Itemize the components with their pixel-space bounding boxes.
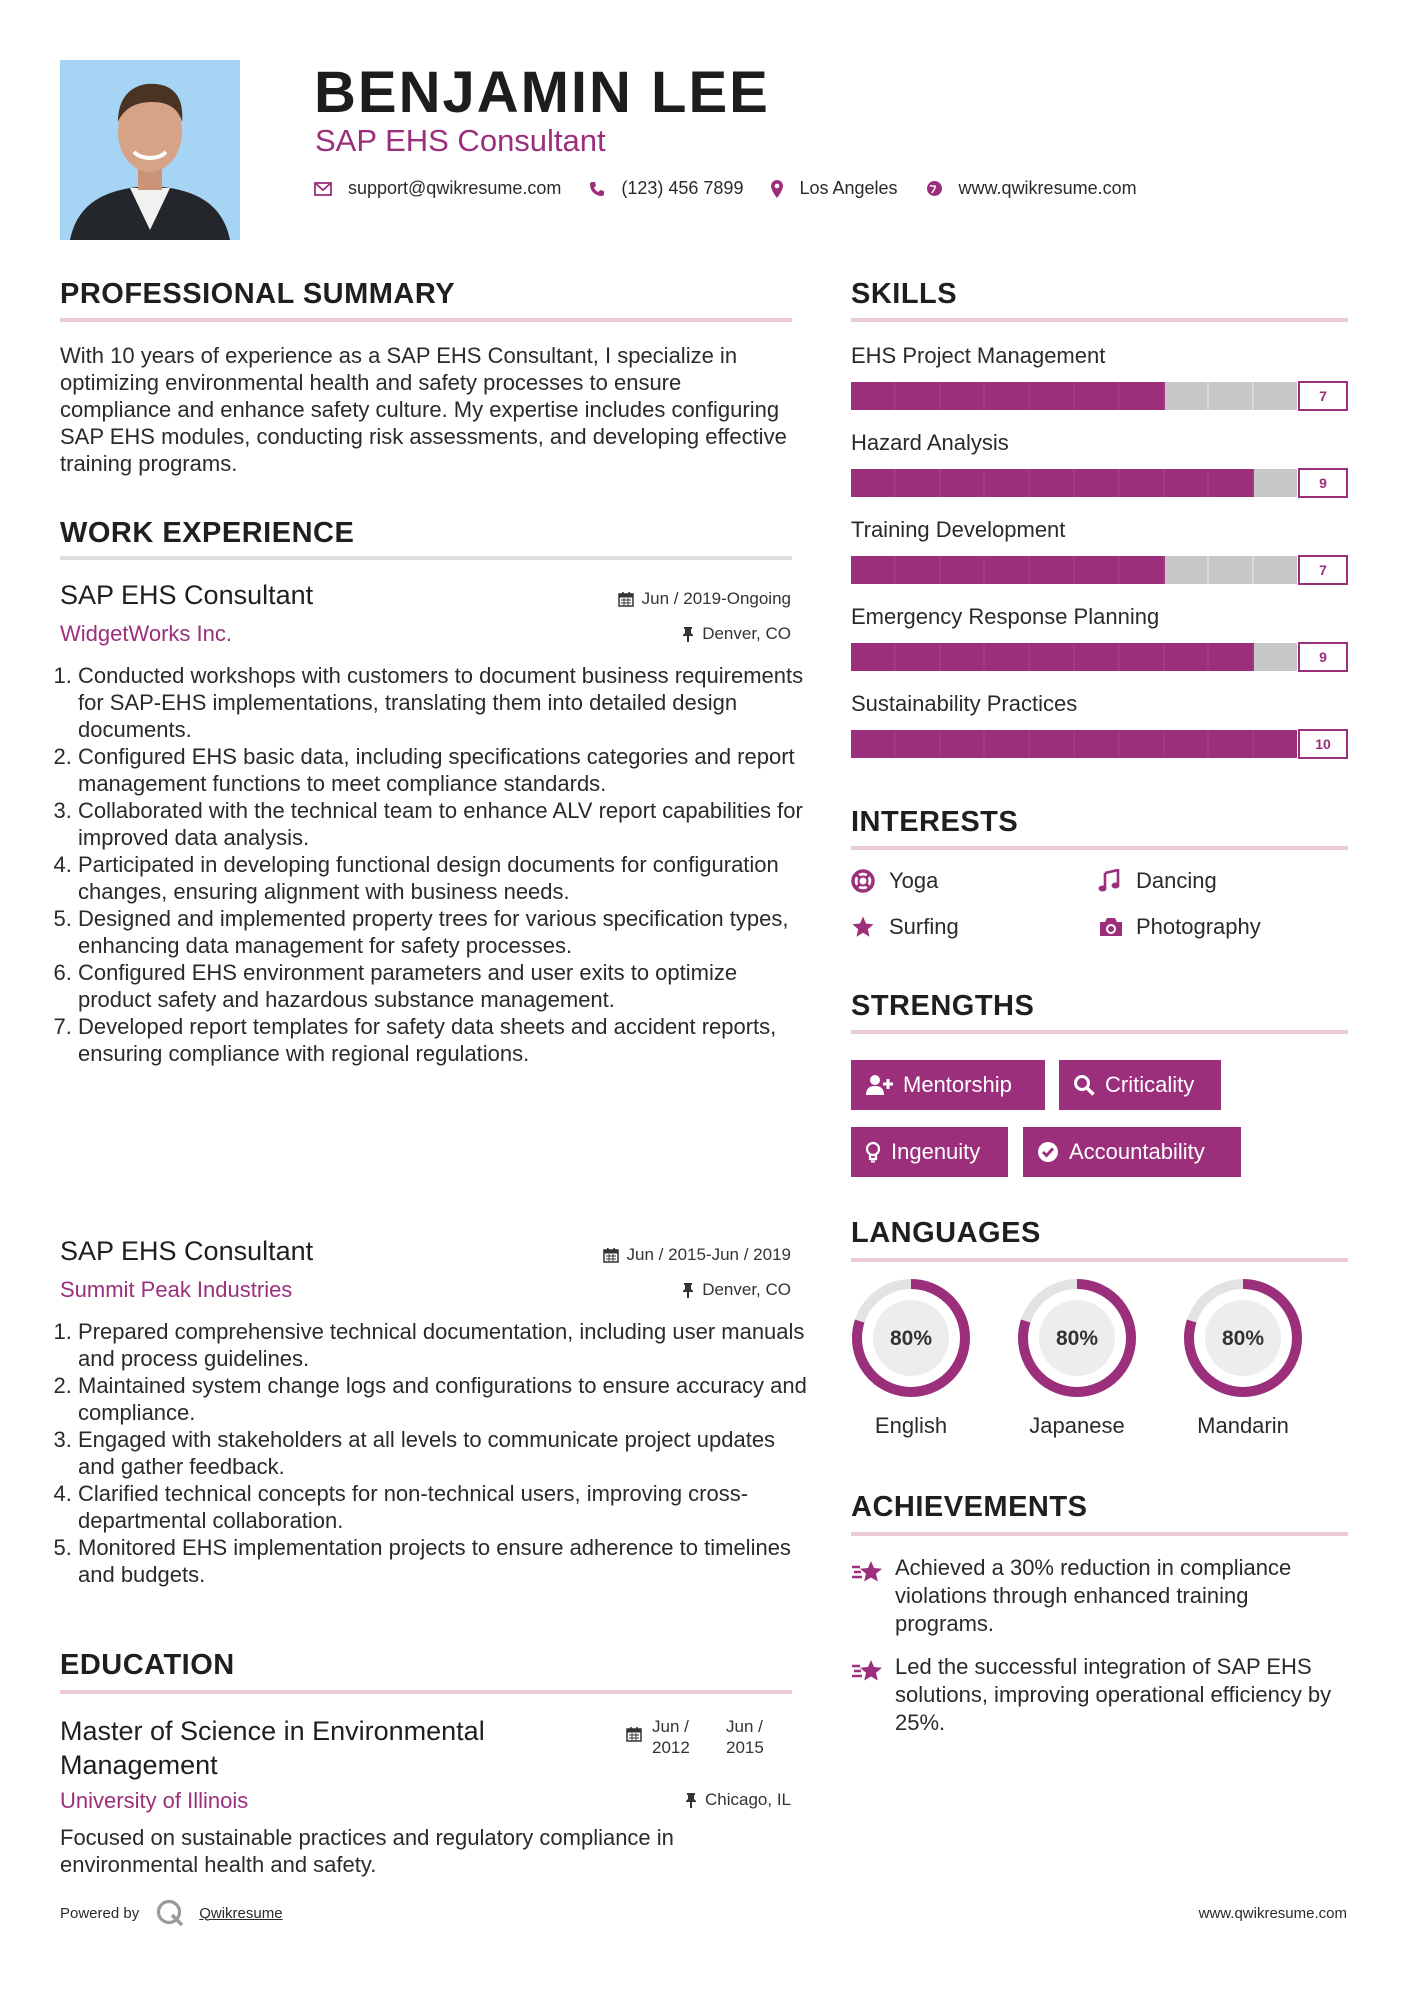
qwikresume-logo-icon [155,1898,185,1928]
list-item: 6. Configured EHS environment parameters and user exits to optimize product safety and hazardous substance management. [78,959,808,1013]
skill-score: 9 [1298,468,1348,498]
summary-heading: PROFESSIONAL SUMMARY [60,278,456,310]
strength-badge [1059,1060,1221,1110]
contact-location [771,178,897,199]
languages-heading: LANGUAGES [851,1217,1041,1249]
skill-segment [1209,469,1254,497]
list-item: 1. Conducted workshops with customers to document business requirements for SAP-EHS implementations, translating them into detailed design documents. [78,662,808,743]
languages-divider [851,1258,1348,1262]
skill-segment [941,730,986,758]
skill-segment [1254,730,1297,758]
contact-email-text: support@qwikresume.com [348,178,562,198]
skill-bar [851,556,1297,584]
language-progress-ring [1016,1277,1138,1399]
interest-surfing [851,914,959,940]
skill-segment [1165,643,1210,671]
strength-label: Criticality [1105,1072,1195,1097]
skill-segment [1254,643,1297,671]
skill-segment [1209,643,1254,671]
list-item: 5. Designed and implemented property trees for various specification types, enhancing data management for safety processes. [78,905,808,959]
job-company: WidgetWorks Inc. [60,621,232,646]
skill-segment [941,643,986,671]
job-dates [603,1244,791,1266]
school-name: University of Illinois [60,1788,249,1813]
footer-website-link[interactable]: www.qwikresume.com [1198,1905,1347,1922]
education-location [685,1789,791,1811]
skill-segment [1030,730,1075,758]
summary-text: With 10 years of experience as a SAP EHS Consultant, I specialize in optimizing environmental health and safety processes to ensure compliance and enhance safety culture. My expertise includes configuring SAP EHS modules, conducting risk assessments, and developing effective training programs. [60,343,787,476]
skill-segment [1075,556,1120,584]
skill-score: 9 [1298,642,1348,672]
strength-label: Ingenuity [891,1139,981,1164]
skill-segment [851,382,896,410]
skill-segment [1165,382,1210,410]
pushpin-icon [682,1282,694,1298]
skill-bar [851,382,1297,410]
interest-photography [1098,914,1261,940]
user-plus-icon [865,1074,893,1096]
envelope-icon [314,182,332,196]
skill-segment [941,382,986,410]
contact-phone-text: (123) 456 7899 [621,178,744,198]
summary-divider [60,318,792,322]
language-name: English [874,1413,948,1438]
skill-segment [985,469,1030,497]
star-icon [851,915,879,939]
education-end: Jun / 2015 [726,1717,764,1757]
education-heading: EDUCATION [60,1649,235,1681]
contact-phone[interactable] [589,178,743,199]
language-progress-ring [850,1277,972,1399]
interest-label: Photography [1136,914,1261,939]
skill-bar [851,643,1297,671]
skills-heading: SKILLS [851,278,958,310]
contact-website-text: www.qwikresume.com [958,178,1137,198]
achievement-text: Achieved a 30% reduction in compliance violations through enhanced training programs. [895,1555,1292,1636]
job-location-text: Denver, CO [702,624,791,643]
language-percent: 80% [889,1327,933,1350]
job-bullets [60,1318,808,1588]
job-title: SAP EHS Consultant [60,580,314,610]
skill-segment [851,469,896,497]
experience-heading: WORK EXPERIENCE [60,517,355,549]
job-dates-text: Jun / 2019-Ongoing [641,589,791,608]
profile-photo [60,60,240,240]
language-item [1016,1277,1138,1439]
skill-label: Training Development [851,517,1066,542]
skill-segment [1209,382,1254,410]
skill-segment [851,730,896,758]
skill-segment [941,469,986,497]
language-item [850,1277,972,1439]
skill-segment [1209,556,1254,584]
experience-divider [60,556,792,560]
skill-segment [985,730,1030,758]
skill-segment [1075,469,1120,497]
skill-segment [1254,556,1297,584]
interest-label: Yoga [889,868,939,893]
lightbulb-icon [865,1141,881,1163]
skill-segment [1165,469,1210,497]
skill-segment [896,730,941,758]
skill-segment [851,643,896,671]
skill-bar [851,730,1297,758]
list-item: 5. Monitored EHS implementation projects to ensure adherence to timelines and budgets. [78,1534,808,1588]
skill-segment [896,382,941,410]
strength-badge [851,1060,1045,1110]
achievements-heading: ACHIEVEMENTS [851,1491,1088,1523]
globe-icon [926,180,943,197]
list-item: 7. Developed report templates for safety data sheets and accident reports, ensuring compliance with regional regulations. [78,1013,808,1067]
skill-segment [941,556,986,584]
strengths-divider [851,1030,1348,1034]
skill-label: Hazard Analysis [851,430,1009,455]
skill-segment [851,556,896,584]
skill-segment [1120,643,1165,671]
shooting-star-icon [851,1653,885,1737]
skill-segment [896,556,941,584]
achievement-item [851,1554,1348,1638]
skill-segment [1165,730,1210,758]
skill-segment [985,556,1030,584]
contact-location-text: Los Angeles [799,178,898,198]
skill-segment [1209,730,1254,758]
list-item: 3. Engaged with stakeholders at all levels to communicate project updates and gather feedback. [78,1426,808,1480]
search-icon [1073,1074,1095,1096]
map-marker-icon [771,180,783,198]
shooting-star-icon [851,1554,885,1638]
strength-label: Mentorship [903,1072,1012,1097]
powered-by-label: Powered by [60,1904,140,1922]
language-percent: 80% [1055,1327,1099,1350]
skill-segment [1254,382,1297,410]
education-location-text: Chicago, IL [705,1790,791,1809]
skill-segment [985,643,1030,671]
list-item: 2. Configured EHS basic data, including specifications categories and report management functions to meet compliance standards. [78,743,808,797]
language-name: Japanese [1029,1413,1125,1438]
achievement-item [851,1653,1348,1737]
education-start: Jun / 2012 [652,1717,690,1757]
language-progress-ring [1182,1277,1304,1399]
skill-segment [985,382,1030,410]
job-location [682,1279,791,1301]
skill-segment [1120,556,1165,584]
education-dates [626,1716,788,1758]
skill-score: 7 [1298,381,1348,411]
skill-segment [896,643,941,671]
strength-label: Accountability [1069,1139,1205,1164]
job-company: Summit Peak Industries [60,1277,293,1302]
phone-icon [589,181,605,197]
skills-divider [851,318,1348,322]
job-bullets [60,662,808,1067]
education-description: Focused on sustainable practices and regulatory compliance in environmental health and safety. [60,1825,674,1877]
skill-label: EHS Project Management [851,343,1106,368]
list-item: 2. Maintained system change logs and configurations to ensure accuracy and compliance. [78,1372,808,1426]
skill-segment [1030,469,1075,497]
skill-segment [1075,730,1120,758]
skill-label: Emergency Response Planning [851,604,1160,629]
calendar-icon [618,591,634,607]
calendar-icon [603,1247,619,1263]
life-ring-icon [851,869,879,893]
interests-divider [851,846,1348,850]
interest-label: Dancing [1136,868,1217,893]
list-item: 4. Clarified technical concepts for non-technical users, improving cross-departmental collaboration. [78,1480,808,1534]
footer-brand-link[interactable]: Qwikresume [199,1904,283,1922]
interest-dancing [1098,868,1217,894]
skill-bar [851,469,1297,497]
job-title: SAP EHS Consultant [60,1236,314,1266]
contact-email[interactable] [314,178,561,199]
skill-score: 10 [1298,729,1348,759]
skill-segment [1075,643,1120,671]
degree-title: Master of Science in Environmental Management [60,1716,485,1780]
skill-segment [1165,556,1210,584]
strengths-heading: STRENGTHS [851,990,1035,1022]
achievement-text: Led the successful integration of SAP EHS solutions, improving operational efficiency by 25%. [895,1654,1332,1735]
music-note-icon [1098,869,1126,893]
contact-website[interactable] [926,178,1137,199]
skill-segment [1030,556,1075,584]
skill-segment [1075,382,1120,410]
footer-powered-by [60,1898,283,1928]
job-location-text: Denver, CO [702,1280,791,1299]
list-item: 4. Participated in developing functional design documents for configuration changes, ensuring alignment with business needs. [78,851,808,905]
skill-segment [1254,469,1297,497]
skill-segment [1030,382,1075,410]
language-percent: 80% [1221,1327,1265,1350]
job-dates [618,588,791,610]
list-item: 1. Prepared comprehensive technical documentation, including user manuals and process guidelines. [78,1318,808,1372]
language-item [1182,1277,1304,1439]
achievements-divider [851,1532,1348,1536]
contact-bar [314,178,1165,199]
education-divider [60,1690,792,1694]
skill-segment [1120,730,1165,758]
pushpin-icon [685,1792,697,1808]
list-item: 3. Collaborated with the technical team to enhance ALV report capabilities for improved data analysis. [78,797,808,851]
candidate-name: BENJAMIN LEE [314,60,770,125]
skill-label: Sustainability Practices [851,691,1078,716]
skill-segment [1120,382,1165,410]
check-circle-icon [1037,1141,1059,1163]
pushpin-icon [682,626,694,642]
skill-segment [896,469,941,497]
job-dates-text: Jun / 2015-Jun / 2019 [626,1245,791,1264]
candidate-role: SAP EHS Consultant [315,123,606,158]
skill-segment [1030,643,1075,671]
calendar-icon [626,1726,642,1742]
camera-icon [1098,916,1126,938]
interest-yoga [851,868,938,894]
strength-badge [1023,1127,1241,1177]
job-location [682,623,791,645]
interests-heading: INTERESTS [851,806,1019,838]
language-name: Mandarin [1197,1413,1289,1438]
interest-label: Surfing [889,914,959,939]
skill-score: 7 [1298,555,1348,585]
skill-segment [1120,469,1165,497]
strength-badge [851,1127,1008,1177]
